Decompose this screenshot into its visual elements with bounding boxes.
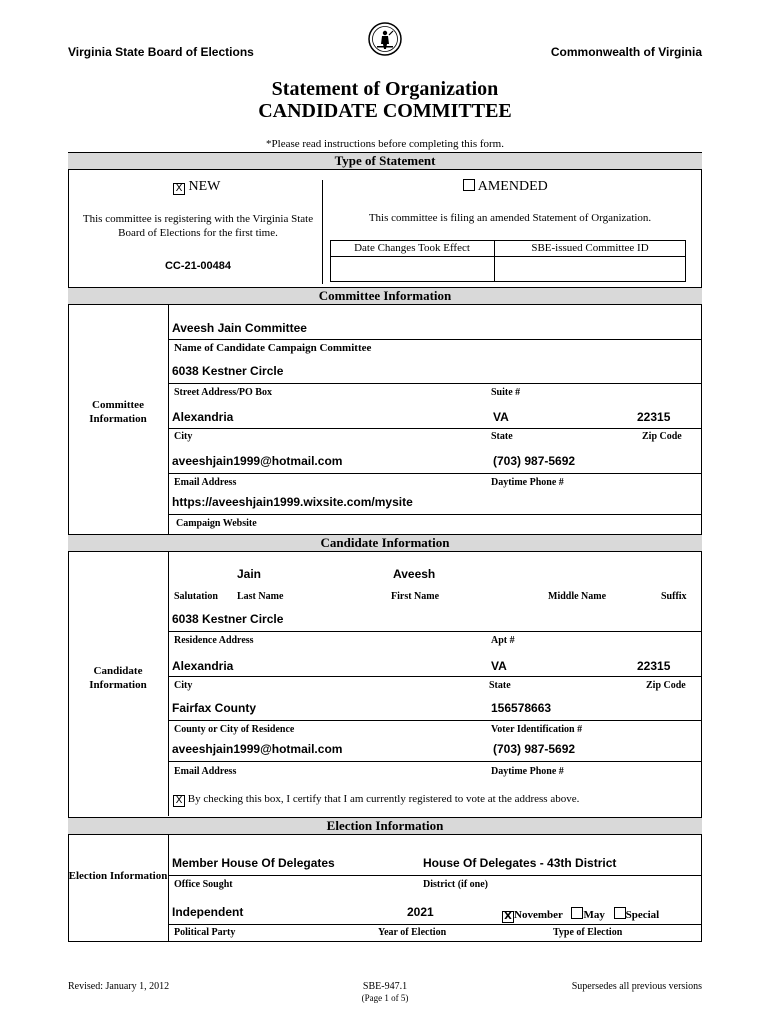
may-label: May [583, 909, 605, 921]
amended-checkbox[interactable] [463, 179, 475, 191]
date-changes-input[interactable] [331, 257, 493, 281]
candidate-information-bar: Candidate Information [68, 534, 702, 552]
party-value[interactable]: Independent [172, 905, 244, 919]
new-checkbox[interactable]: X [173, 183, 185, 195]
november-label: November [514, 909, 563, 921]
committee-phone-value[interactable]: (703) 987-5692 [493, 454, 576, 468]
office-label: Office Sought [174, 879, 233, 890]
residence-value[interactable]: 6038 Kestner Circle [172, 612, 284, 626]
zip-label: Zip Code [642, 431, 682, 442]
special-label: Special [625, 909, 660, 921]
amended-description: This committee is filing an amended Statement of Organization. [368, 212, 652, 224]
committee-name-label: Name of Candidate Campaign Committee [174, 342, 372, 354]
candidate-email-label: Email Address [174, 766, 237, 777]
last-name-label: Last Name [237, 591, 284, 602]
apt-label: Apt # [491, 635, 515, 646]
last-name-value[interactable]: Jain [237, 567, 262, 581]
divider [168, 924, 702, 925]
candidate-zip-value[interactable]: 22315 [637, 659, 671, 673]
voter-id-value[interactable]: 156578663 [491, 701, 552, 715]
website-label: Campaign Website [176, 518, 257, 529]
candidate-state-value[interactable]: VA [491, 659, 507, 673]
city-label: City [174, 431, 193, 442]
new-description: This committee is registering with the Virginia State Board of Elections for the first time. [82, 213, 314, 239]
divider [322, 180, 323, 284]
committee-information-bar: Committee Information [68, 287, 702, 305]
committee-email-value[interactable]: aveeshjain1999@hotmail.com [172, 454, 343, 468]
divider [168, 383, 702, 384]
election-type-options [502, 907, 659, 923]
election-information-bar: Election Information [68, 817, 702, 835]
page-number: (Page 1 of 5) [361, 993, 409, 1003]
amended-option[interactable] [463, 179, 548, 195]
year-value[interactable]: 2021 [407, 905, 434, 919]
candidate-state-label: State [489, 680, 511, 691]
candidate-zip-label: Zip Code [646, 680, 686, 691]
committee-name-value[interactable]: Aveesh Jain Committee [172, 321, 307, 335]
new-option[interactable] [173, 179, 220, 195]
state-label: State [491, 431, 513, 442]
phone-label: Daytime Phone # [491, 477, 564, 488]
instructions-note: *Please read instructions before completing this form. [266, 138, 504, 150]
november-checkbox[interactable]: X [502, 911, 514, 923]
form-title: Statement of Organization [271, 78, 499, 100]
election-side-label: Election Information [68, 870, 168, 882]
divider [168, 834, 169, 942]
divider [168, 720, 702, 721]
virginia-seal-icon [368, 22, 402, 56]
divider [168, 428, 702, 429]
candidate-side-label: Candidate Information [89, 665, 147, 691]
middle-name-label: Middle Name [548, 591, 607, 602]
first-name-label: First Name [391, 591, 440, 602]
divider [168, 551, 169, 816]
certify-text: By checking this box, I certify that I am currently registered to vote at the address above. [187, 793, 580, 805]
party-label: Political Party [174, 927, 236, 938]
committee-city-value[interactable]: Alexandria [172, 410, 234, 424]
district-value[interactable]: House Of Delegates - 43th District [423, 856, 617, 870]
candidate-city-value[interactable]: Alexandria [172, 659, 234, 673]
voter-id-label: Voter Identification # [491, 724, 583, 735]
first-name-value[interactable]: Aveesh [393, 567, 436, 581]
sbe-id-label: SBE-issued Committee ID [531, 242, 649, 254]
certify-row[interactable] [173, 793, 579, 807]
divider [168, 676, 702, 677]
form-id: SBE-947.1 [362, 981, 408, 992]
county-value[interactable]: Fairfax County [172, 701, 257, 715]
salutation-label: Salutation [174, 591, 218, 602]
candidate-email-value[interactable]: aveeshjain1999@hotmail.com [172, 742, 343, 756]
may-checkbox[interactable] [571, 907, 583, 919]
divider [168, 761, 702, 762]
residence-label: Residence Address [174, 635, 254, 646]
supersedes-note: Supersedes all previous versions [571, 981, 702, 992]
candidate-city-label: City [174, 680, 193, 691]
date-changes-label: Date Changes Took Effect [354, 242, 470, 254]
candidate-phone-value[interactable]: (703) 987-5692 [493, 742, 576, 756]
divider [168, 631, 702, 632]
divider [168, 339, 702, 340]
county-label: County or City of Residence [174, 724, 295, 735]
type-of-statement-bar: Type of Statement [68, 152, 702, 170]
committee-state-value[interactable]: VA [493, 410, 509, 424]
amended-label: AMENDED [477, 179, 548, 194]
sbe-id-input[interactable] [495, 257, 685, 281]
suffix-label: Suffix [661, 591, 687, 602]
certify-checkbox[interactable]: X [173, 795, 185, 807]
district-label: District (if one) [423, 879, 488, 890]
special-checkbox[interactable] [614, 907, 626, 919]
candidate-phone-label: Daytime Phone # [491, 766, 564, 777]
divider [168, 473, 702, 474]
suite-label: Suite # [491, 387, 521, 398]
committee-zip-value[interactable]: 22315 [637, 410, 671, 424]
divider [168, 514, 702, 515]
form-subtitle: CANDIDATE COMMITTEE [258, 100, 512, 122]
revised-date: Revised: January 1, 2012 [68, 981, 170, 992]
committee-street-value[interactable]: 6038 Kestner Circle [172, 364, 284, 378]
committee-website-value[interactable]: https://aveeshjain1999.wixsite.com/mysite [172, 495, 413, 509]
header-commonwealth: Commonwealth of Virginia [550, 45, 702, 59]
committee-side-label: Committee Information [89, 399, 147, 425]
new-label: NEW [188, 179, 221, 194]
divider [168, 875, 702, 876]
type-label: Type of Election [553, 927, 623, 938]
email-label: Email Address [174, 477, 237, 488]
office-value[interactable]: Member House Of Delegates [172, 856, 335, 870]
year-label: Year of Election [378, 927, 447, 938]
street-label: Street Address/PO Box [174, 387, 272, 398]
header-agency: Virginia State Board of Elections [68, 45, 254, 59]
committee-id: CC-21-00484 [164, 260, 232, 272]
